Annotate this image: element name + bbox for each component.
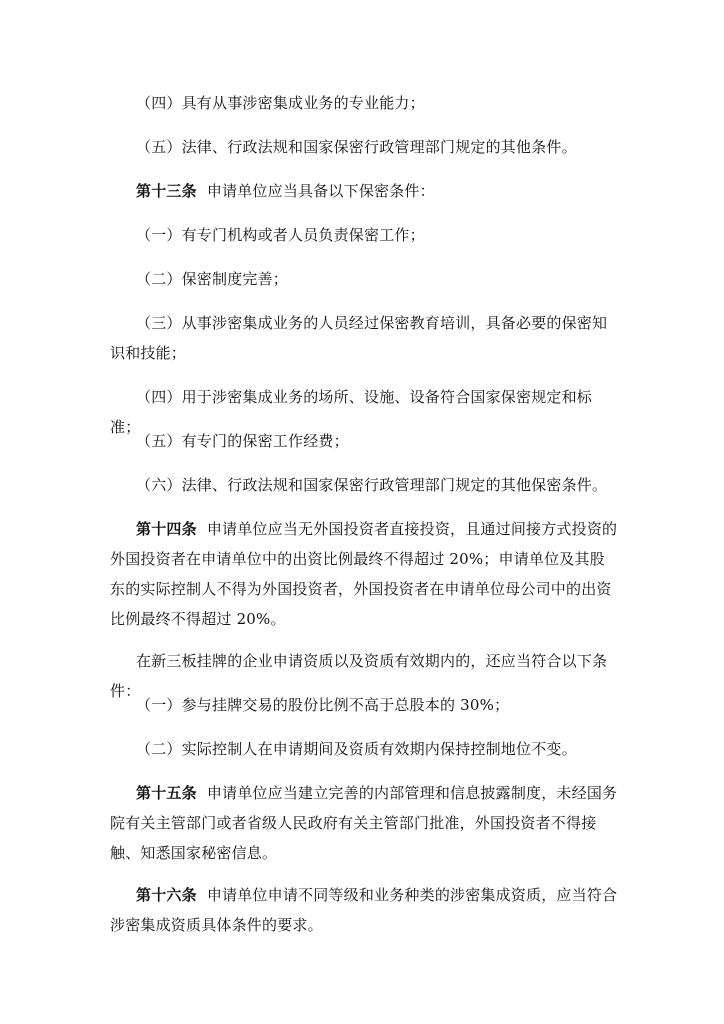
article-15-text: 申请单位应当建立完善的内部管理和信息披露制度，未经国务院有关主管部门或者省级人民政府有关主管部门批准，外国投资者不得接触、知悉国家秘密信息。 <box>110 784 618 862</box>
paragraph-item-6-other-security <box>110 470 620 500</box>
article-16-text: 申请单位申请不同等级和业务种类的涉密集成资质，应当符合涉密集成资质具体条件的要求。 <box>110 886 618 934</box>
paragraph-text: （三）从事涉密集成业务的人员经过保密教育培训，具备必要的保密知识和技能； <box>110 314 608 362</box>
paragraph-text: （二）实际控制人在申请期间及资质有效期内保持控制地位不变。 <box>136 740 577 758</box>
paragraph-item-3-training <box>110 308 620 368</box>
paragraph-item-1-dedicated-staff <box>110 220 620 250</box>
article-13-heading: 第十三条 <box>136 182 197 200</box>
article-16 <box>110 880 620 940</box>
paragraph-text: （五）有专门的保密工作经费； <box>136 432 349 450</box>
paragraph-text: （一）参与挂牌交易的股份比例不高于总股本的 30%； <box>136 696 510 714</box>
paragraph-text: （二）保密制度完善； <box>136 270 289 288</box>
article-14-heading: 第十四条 <box>136 520 197 538</box>
paragraph-item-1-share-ratio <box>110 690 620 720</box>
paragraph-text: （四）具有从事涉密集成业务的专业能力； <box>136 94 425 112</box>
paragraph-item-4-capability <box>110 88 620 118</box>
article-15-heading: 第十五条 <box>136 784 197 802</box>
paragraph-item-5-other-conditions <box>110 132 620 162</box>
paragraph-text: （四）用于涉密集成业务的场所、设施、设备符合国家保密规定和标准； <box>110 388 593 436</box>
article-16-heading: 第十六条 <box>136 886 197 904</box>
paragraph-text: （一）有专门机构或者人员负责保密工作； <box>136 226 425 244</box>
article-14-text: 申请单位应当无外国投资者直接投资，且通过间接方式投资的外国投资者在申请单位中的出资比例最终不得超过 20%；申请单位及其股东的实际控制人不得为外国投资者，外国投资者在申请单位母公司中的出资比例最终不得超过 20%。 <box>110 520 618 628</box>
article-13-text: 申请单位应当具备以下保密条件： <box>206 182 435 200</box>
paragraph-item-5-funding <box>110 426 620 456</box>
article-14 <box>110 514 620 634</box>
paragraph-text: （六）法律、行政法规和国家保密行政管理部门规定的其他保密条件。 <box>136 476 608 494</box>
paragraph-item-2-controller <box>110 734 620 764</box>
paragraph-item-2-rules-complete <box>110 264 620 294</box>
article-13 <box>110 176 620 206</box>
paragraph-text: （五）法律、行政法规和国家保密行政管理部门规定的其他条件。 <box>136 138 577 156</box>
paragraph-text: 在新三板挂牌的企业申请资质以及资质有效期内的，还应当符合以下条件： <box>110 652 608 700</box>
article-15 <box>110 778 620 868</box>
